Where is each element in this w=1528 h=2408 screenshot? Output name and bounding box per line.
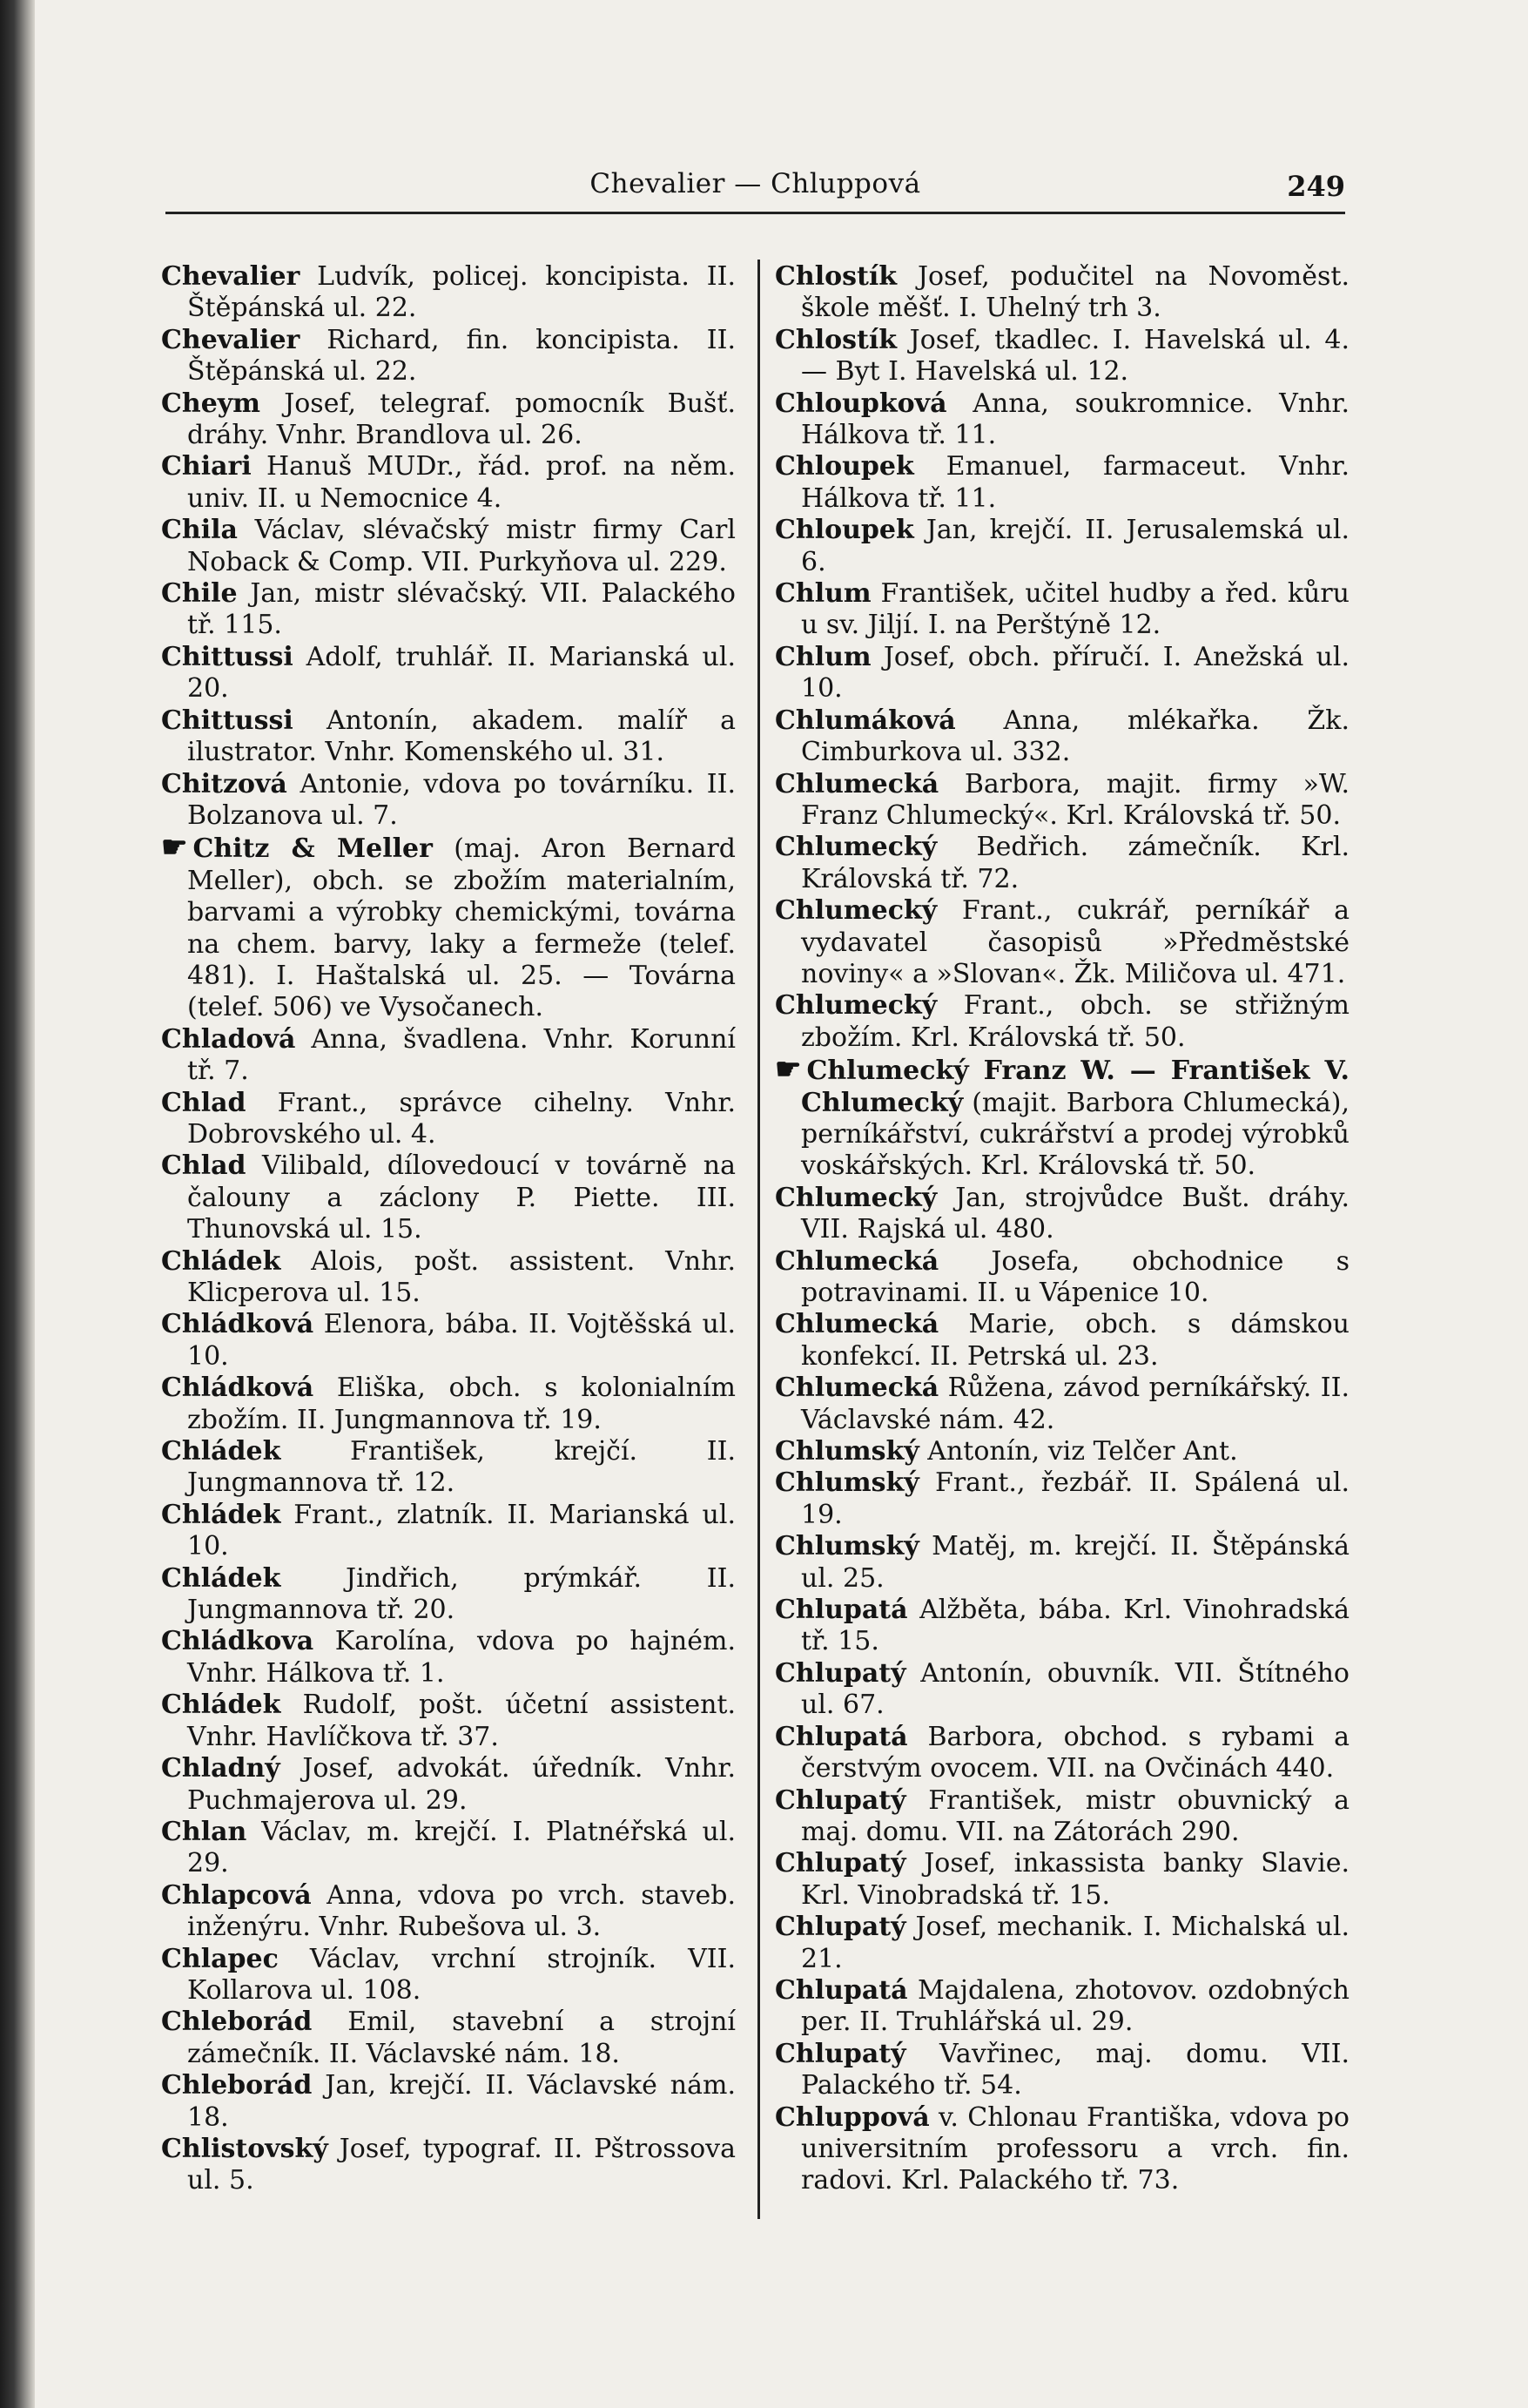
directory-entry <box>161 1817 736 1880</box>
entry-name: Chládkova <box>161 1626 314 1657</box>
entry-name: Chile <box>161 578 238 610</box>
entry-name: Chládek <box>161 1436 281 1467</box>
entry-name: Chlupatá <box>775 1595 908 1626</box>
directory-entry <box>161 642 736 705</box>
entry-details: Anna, švadlena. Vnhr. Korunní tř. 7. <box>187 1023 736 1087</box>
left-column <box>161 261 736 2197</box>
entry-details: Frant., zlatník. II. Marianská ul. 10. <box>187 1499 736 1562</box>
entry-name: Chlumský <box>775 1467 919 1499</box>
directory-entry <box>775 1848 1350 1912</box>
directory-entry <box>775 832 1350 895</box>
column-divider <box>757 260 760 2219</box>
entry-details: Jan, krejčí. II. Václavské nám. 18. <box>187 2070 736 2133</box>
entry-details: Frant., obch. se střižným zbožím. Krl. Královská tř. 50. <box>801 990 1350 1053</box>
directory-entry <box>775 1785 1350 1849</box>
directory-entry <box>775 1246 1350 1310</box>
entry-name: Chlumecký <box>775 895 938 927</box>
entry-name: Chlumský <box>775 1531 919 1562</box>
right-column <box>775 261 1350 2197</box>
pointing-hand-icon: ☛ <box>775 1052 802 1088</box>
entry-name: Chlad <box>161 1150 246 1182</box>
directory-entry <box>775 642 1350 705</box>
entry-details: Frant., cukrář, perníkář a vydavatel časopisů »Předměstské noviny« a »Slovan«. Žk. Miličova ul. 471. <box>801 895 1350 989</box>
entry-details: Antonín, viz Telčer Ant. <box>919 1436 1238 1467</box>
directory-entry <box>161 1944 736 2007</box>
entry-details: Majdalena, zhotovov. ozdobných per. II. Truhlářská ul. 29. <box>801 1974 1350 2038</box>
entry-name: Chlumecká <box>775 1373 939 1404</box>
directory-entry <box>775 705 1350 769</box>
entry-name: Cheym <box>161 388 260 419</box>
entry-name: Chládková <box>161 1373 314 1404</box>
entry-details: Jan, strojvůdce Bušt. dráhy. VII. Rajská ul. 480. <box>801 1182 1350 1245</box>
entry-details: Anna, mlékařka. Žk. Cimburkova ul. 332. <box>801 705 1350 768</box>
entry-name: Chladová <box>161 1023 296 1055</box>
entry-details: Josef, advokát. úředník. Vnhr. Puchmajerova ul. 29. <box>187 1753 736 1816</box>
entry-details: (maj. Aron Bernard Meller), obch. se zbožím materialním, barvami a výrobky chemickými, továrna na chem. barvy, laky a fermeže (telef. 481). I. Haštalská ul. 25. — Továrna (telef. 506) ve Vysočanech. <box>187 833 737 1023</box>
entry-name: Chluppová <box>775 2101 930 2133</box>
entry-details: Karolína, vdova po hajném. Vnhr. Hálkova tř. 1. <box>187 1626 736 1689</box>
directory-entry <box>775 1595 1350 1658</box>
entry-details: Anna, vdova po vrch. staveb. inženýru. Vnhr. Rubešova ul. 3. <box>187 1879 736 1943</box>
entry-details: Jindřich, prýmkář. II. Jungmannova tř. 20. <box>187 1562 736 1626</box>
entry-name: Chlum <box>775 641 872 672</box>
entry-name: Chládková <box>161 1309 314 1340</box>
directory-entry <box>775 1436 1350 1467</box>
entry-name: Chlumáková <box>775 705 956 736</box>
directory-entry <box>161 388 736 452</box>
entry-name: Chlumecká <box>775 1309 939 1340</box>
entry-name: Chlupatý <box>775 1657 906 1689</box>
entry-details: Josef, podučitel na Novoměst. škole měšť. I. Uhelný trh 3. <box>801 261 1350 324</box>
entry-name: Chlapec <box>161 1943 279 1974</box>
directory-entry <box>775 578 1350 642</box>
entry-details: Richard, fin. koncipista. II. Štěpánská ul. 22. <box>187 324 736 388</box>
directory-entry <box>775 895 1350 990</box>
directory-entry <box>775 990 1350 1054</box>
entry-name: Chloupek <box>775 515 914 546</box>
entry-details: Barbora, obchod. s rybami a čerstvým ovocem. VII. na Ovčinách 440. <box>801 1721 1350 1784</box>
directory-entry <box>161 261 736 325</box>
entry-details: (majit. Barbora Chlumecká), perníkářství, cukrářství a prodej výrobků voskářských. Krl. Královská tř. 50. <box>801 1087 1350 1182</box>
entry-details: Josef, inkassista banky Slavie. Krl. Vinobradská tř. 15. <box>801 1848 1350 1911</box>
entry-details: v. Chlonau Františka, vdova po universitním professoru a vrch. fin. radovi. Krl. Palackého tř. 73. <box>801 2101 1350 2196</box>
entry-name: Chloupek <box>775 451 914 482</box>
entry-details: František, krejčí. II. Jungmannova tř. 12. <box>187 1436 736 1499</box>
entry-name: Chládek <box>161 1690 281 1721</box>
entry-details: Eliška, obch. s kolonialním zbožím. II. Jungmannova tř. 19. <box>187 1373 736 1435</box>
entry-name: Chlupatý <box>775 1784 906 1816</box>
entry-name: Chlumecký <box>775 990 938 1022</box>
entry-name: Chlumecký Franz W. — František V. Chlumecký <box>801 1056 1350 1118</box>
directory-entry <box>161 515 736 578</box>
entry-details: Jan, mistr slévačský. VII. Palackého tř. 115. <box>187 578 736 641</box>
entry-details: Marie, obch. s dámskou konfekcí. II. Petrská ul. 23. <box>801 1309 1350 1372</box>
directory-entry <box>775 1531 1350 1595</box>
directory-entry <box>775 2039 1350 2102</box>
directory-entry <box>775 1054 1350 1183</box>
entry-details: Antonín, obuvník. VII. Štítného ul. 67. <box>801 1657 1350 1721</box>
entry-name: Chlan <box>161 1816 247 1847</box>
entry-name: Chlumský <box>775 1436 919 1467</box>
entry-details: František, mistr obuvnický a maj. domu. VII. na Zátorách 290. <box>801 1784 1350 1847</box>
entry-name: Chevalier <box>161 324 300 355</box>
running-title: Chevalier — Chluppová <box>589 168 921 199</box>
entry-name: Chlumecká <box>775 768 939 799</box>
entry-details: Růžena, závod perníkářský. II. Václavské nám. 42. <box>801 1373 1350 1435</box>
entry-details: Barbora, majit. firmy »W. Franz Chlumecký«. Krl. Královská tř. 50. <box>801 768 1350 831</box>
entry-details: Josef, tkadlec. I. Havelská ul. 4. — Byt I. Havelská ul. 12. <box>801 324 1350 388</box>
directory-entry <box>775 2102 1350 2197</box>
directory-entry <box>161 2007 736 2070</box>
directory-entry <box>161 578 736 642</box>
directory-entry <box>775 1309 1350 1373</box>
entry-details: Václav, slévačský mistr firmy Carl Noback & Comp. VII. Purkyňova ul. 229. <box>187 515 736 577</box>
entry-name: Chlupatý <box>775 1912 906 1943</box>
directory-entry <box>161 325 736 388</box>
entry-details: František, učitel hudby a řed. kůru u sv. Jiljí. I. na Perštýně 12. <box>801 578 1350 641</box>
directory-entry <box>161 1024 736 1088</box>
directory-entry <box>161 1373 736 1436</box>
entry-name: Chitzová <box>161 768 287 799</box>
entry-name: Chlostík <box>775 261 898 292</box>
entry-details: Josefa, obchodnice s potravinami. II. u Vápenice 10. <box>801 1245 1350 1308</box>
entry-name: Chlupatý <box>775 2038 906 2069</box>
entry-details: Adolf, truhlář. II. Marianská ul. 20. <box>187 641 736 705</box>
directory-entry <box>161 1626 736 1690</box>
directory-entry <box>161 1500 736 1563</box>
directory-entry <box>775 261 1350 325</box>
entry-name: Chlumecký <box>775 832 938 863</box>
entry-name: Chlad <box>161 1087 246 1118</box>
entry-name: Chládek <box>161 1562 281 1594</box>
entry-details: Vilibald, dílovedoucí v továrně na čalouny a záclony P. Piette. III. Thunovská ul. 15. <box>187 1150 736 1245</box>
directory-entry <box>775 1722 1350 1785</box>
entry-details: Antonín, akadem. malíř a ilustrator. Vnhr. Komenského ul. 31. <box>187 705 736 768</box>
directory-entry <box>775 1975 1350 2039</box>
entry-details: Bedřich. zámečník. Krl. Královská tř. 72. <box>801 832 1350 894</box>
directory-entry <box>161 1690 736 1753</box>
entry-details: Hanuš MUDr., řád. prof. na něm. univ. II. u Nemocnice 4. <box>187 451 736 514</box>
entry-details: Matěj, m. krejčí. II. Štěpánská ul. 25. <box>801 1531 1350 1594</box>
entry-details: Ludvík, policej. koncipista. II. Štěpánská ul. 22. <box>187 261 736 324</box>
directory-entry <box>775 325 1350 388</box>
directory-entry <box>775 388 1350 452</box>
page-header <box>165 161 1345 213</box>
page-number: 249 <box>1287 170 1345 203</box>
entry-details: Václav, vrchní strojník. VII. Kollarova ul. 108. <box>187 1943 736 2006</box>
entry-name: Chloupková <box>775 388 947 419</box>
entry-details: Josef, telegraf. pomocník Bušť. dráhy. Vnhr. Brandlova ul. 26. <box>187 388 736 451</box>
entry-details: Antonie, vdova po továrníku. II. Bolzanova ul. 7. <box>187 768 736 831</box>
entry-name: Chlumecký <box>775 1182 938 1213</box>
entry-name: Chittussi <box>161 641 293 672</box>
directory-entry <box>775 1912 1350 1975</box>
entry-details: Jan, krejčí. II. Jerusalemská ul. 6. <box>801 515 1350 577</box>
entry-details: Alžběta, bába. Krl. Vinohradská tř. 15. <box>801 1595 1350 1657</box>
directory-entry <box>161 705 736 769</box>
entry-name: Chleborád <box>161 2070 313 2101</box>
entry-name: Chlum <box>775 578 872 610</box>
directory-entry <box>161 1246 736 1310</box>
directory-entry <box>161 1088 736 1151</box>
directory-entry <box>775 1658 1350 1722</box>
directory-entry <box>775 1373 1350 1436</box>
directory-entry <box>161 2134 736 2197</box>
scan-edge <box>0 0 35 2408</box>
directory-entry <box>775 1467 1350 1531</box>
entry-details: Elenora, bába. II. Vojtěšská ul. 10. <box>187 1309 736 1372</box>
directory-entry <box>161 1880 736 1944</box>
entry-name: Chladný <box>161 1753 280 1784</box>
entry-details: Emanuel, farmaceut. Vnhr. Hálkova tř. 11. <box>801 451 1350 514</box>
entry-details: Frant., správce cihelny. Vnhr. Dobrovského ul. 4. <box>187 1087 736 1150</box>
entry-name: Chila <box>161 515 238 546</box>
directory-entry <box>161 2070 736 2134</box>
entry-name: Chlupatý <box>775 1848 906 1879</box>
entry-details: Josef, mechanik. I. Michalská ul. 21. <box>801 1912 1350 1974</box>
entry-name: Chittussi <box>161 705 293 736</box>
directory-entry <box>775 1183 1350 1246</box>
entry-name: Chiari <box>161 451 252 482</box>
entry-name: Chládek <box>161 1245 281 1277</box>
entry-details: Rudolf, pošt. účetní assistent. Vnhr. Havlíčkova tř. 37. <box>187 1690 736 1752</box>
entry-name: Chevalier <box>161 261 300 292</box>
entry-name: Chleborád <box>161 2007 313 2038</box>
directory-entry <box>161 1563 736 1627</box>
directory-entry <box>161 769 736 833</box>
directory-entry <box>161 451 736 515</box>
pointing-hand-icon: ☛ <box>161 830 188 866</box>
directory-entry <box>775 515 1350 578</box>
entry-name: Chládek <box>161 1499 281 1530</box>
directory-entry <box>775 451 1350 515</box>
entry-name: Chlapcová <box>161 1879 312 1911</box>
entry-name: Chlumecká <box>775 1245 939 1277</box>
entry-details: Václav, m. krejčí. I. Platnéřská ul. 29. <box>187 1816 736 1879</box>
entry-details: Alois, pošt. assistent. Vnhr. Klicperova ul. 15. <box>187 1245 736 1308</box>
directory-entry <box>161 1309 736 1373</box>
entry-details: Frant., řezbář. II. Spálená ul. 19. <box>801 1467 1350 1530</box>
entry-details: Anna, soukromnice. Vnhr. Hálkova tř. 11. <box>801 388 1350 451</box>
header-rule <box>165 212 1345 214</box>
entry-name: Chitz & Meller <box>192 833 433 865</box>
directory-entry <box>161 1436 736 1500</box>
directory-entry <box>161 832 736 1023</box>
directory-entry <box>161 1150 736 1245</box>
entry-name: Chlostík <box>775 324 898 355</box>
entry-details: Vavřinec, maj. domu. VII. Palackého tř. 54. <box>801 2038 1350 2101</box>
directory-entry <box>161 1753 736 1817</box>
entry-details: Emil, stavební a strojní zámečník. II. Václavské nám. 18. <box>187 2007 736 2069</box>
entry-name: Chlupatá <box>775 1974 908 2006</box>
directory-entry <box>775 769 1350 833</box>
entry-name: Chlupatá <box>775 1721 908 1752</box>
entry-details: Josef, obch. příručí. I. Anežská ul. 10. <box>801 641 1350 705</box>
entry-name: Chlistovský <box>161 2133 328 2164</box>
entry-details: Josef, typograf. II. Pštrossova ul. 5. <box>187 2133 736 2196</box>
